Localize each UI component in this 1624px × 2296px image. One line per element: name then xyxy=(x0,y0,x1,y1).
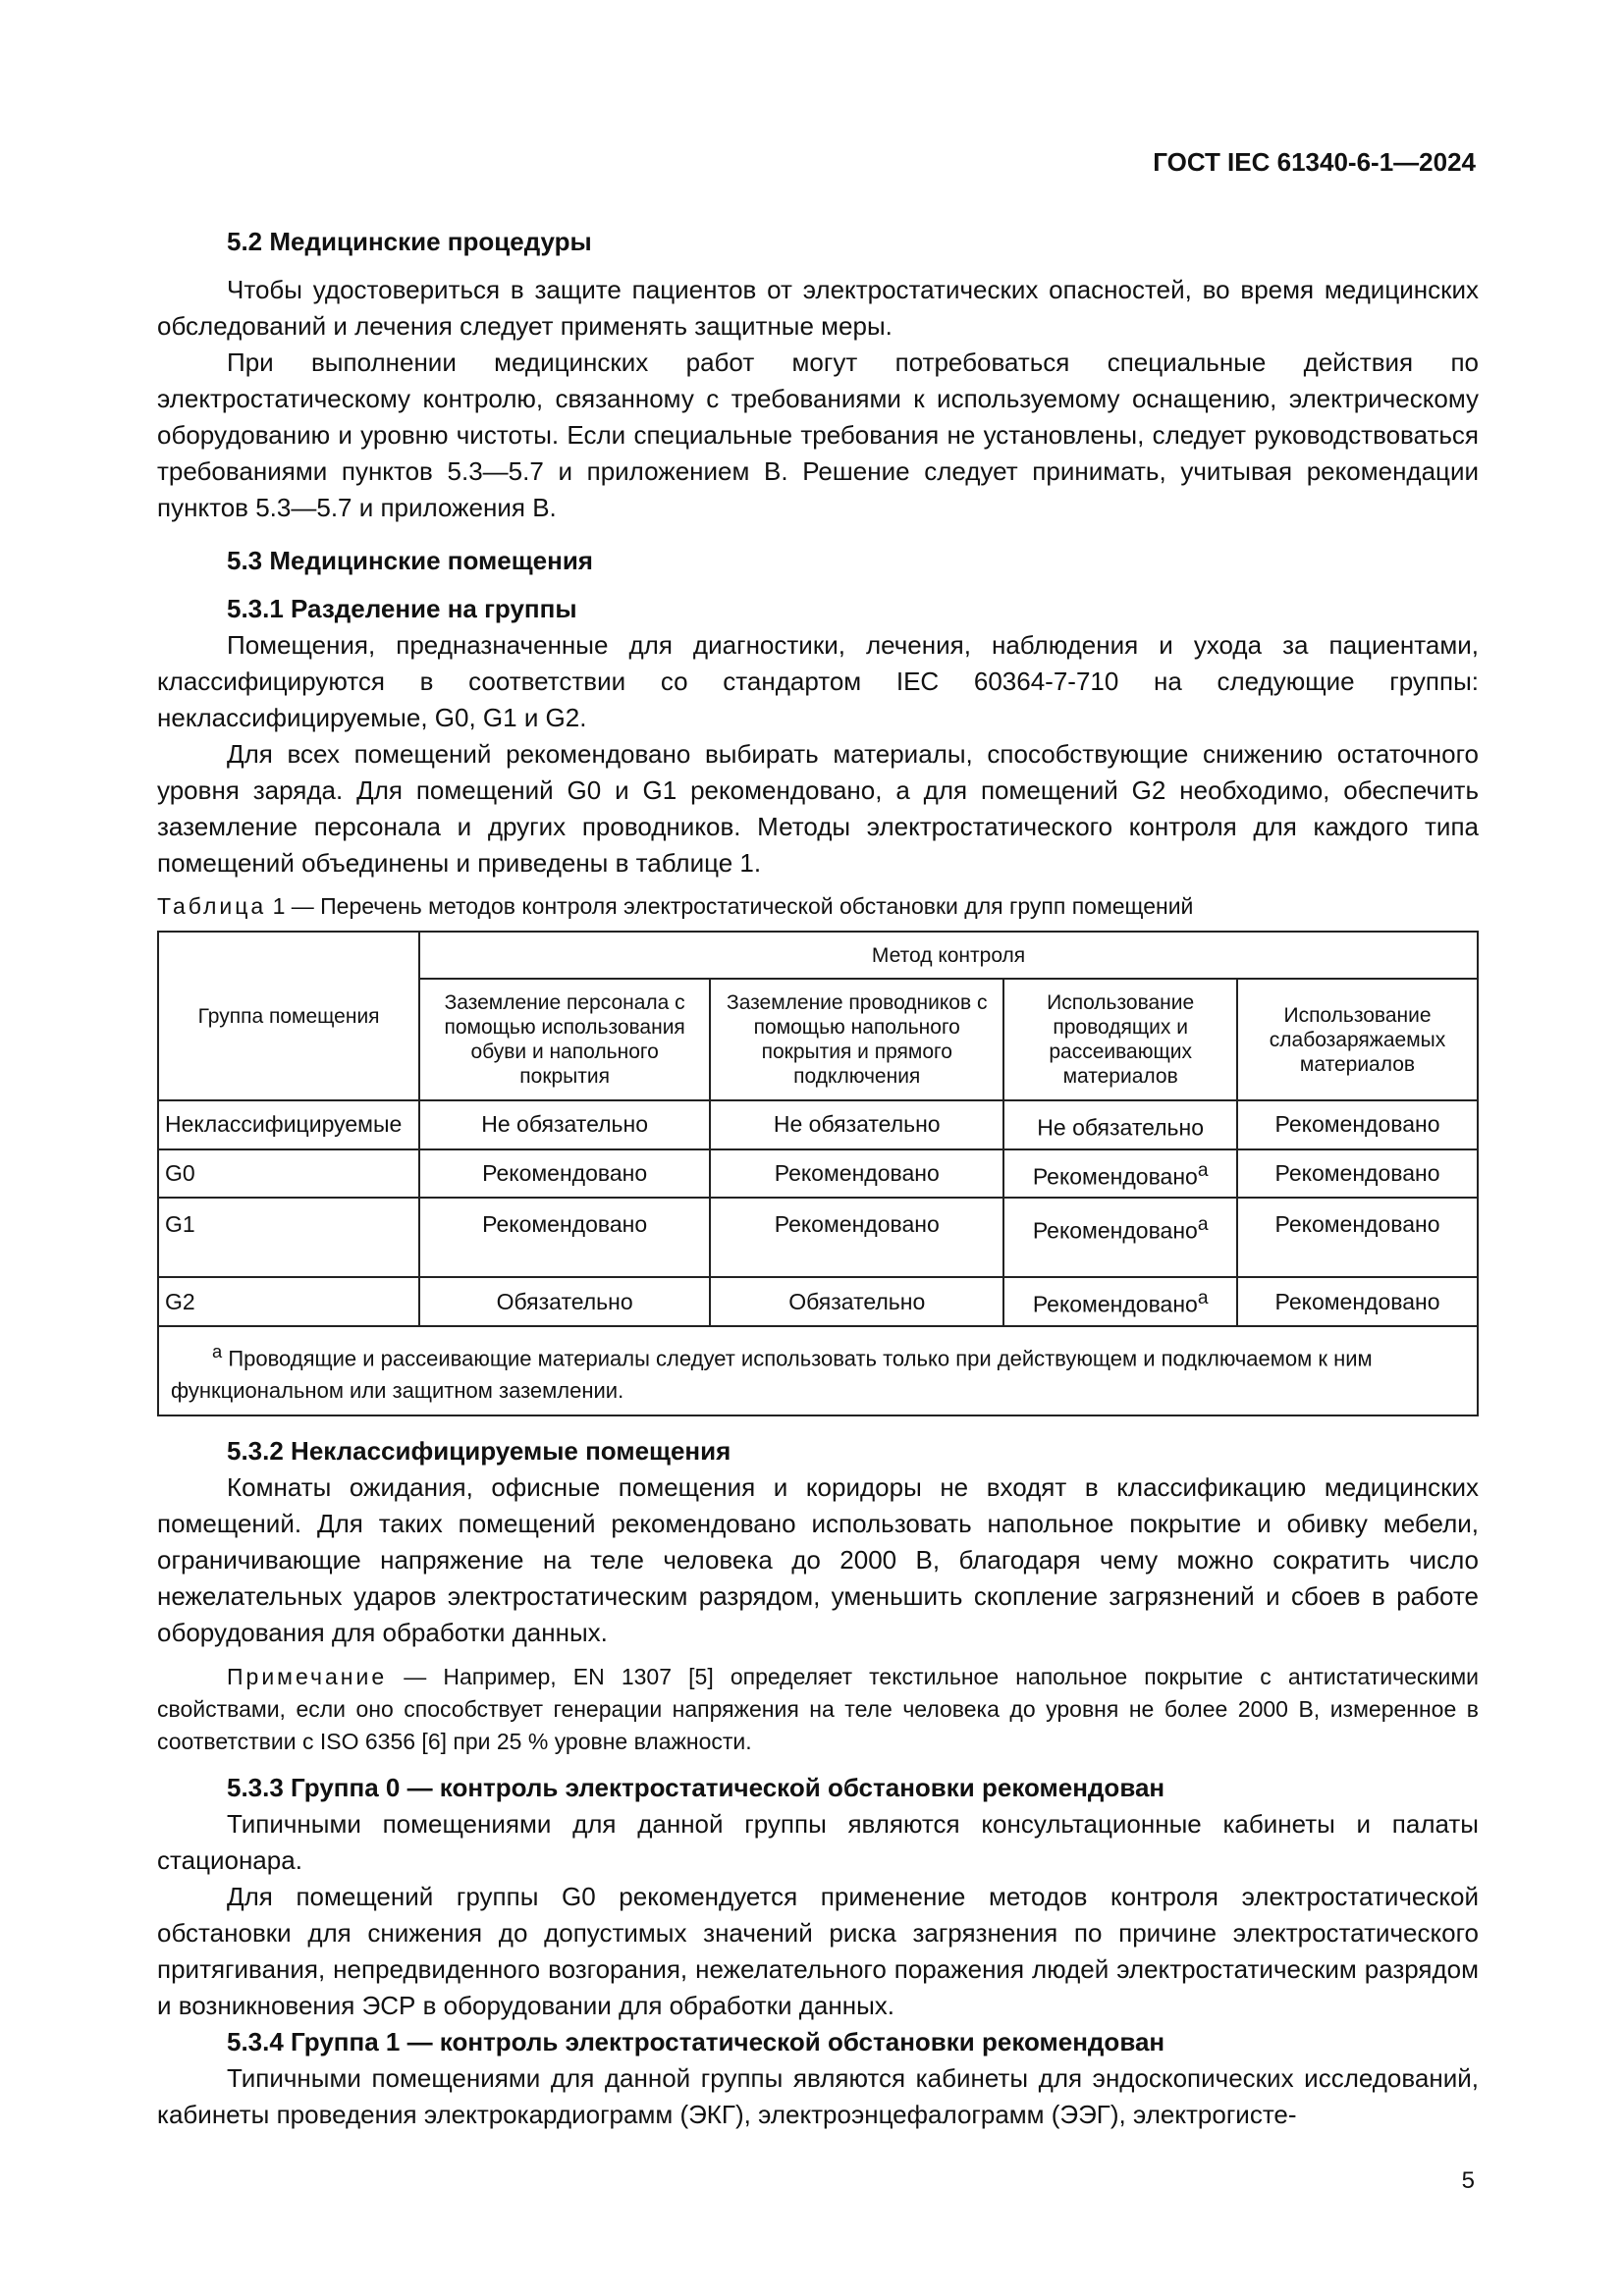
footnote-text: Проводящие и рассеивающие материалы следует использовать только при действующем и подключаемом к ним функциональном или защитном заземлении. xyxy=(171,1346,1373,1404)
table-caption-text: 1 — Перечень методов контроля электростатической обстановки для групп помещений xyxy=(272,893,1194,919)
cell-method-2: Рекомендовано xyxy=(710,1149,1003,1199)
row-group: G1 xyxy=(158,1198,419,1277)
section-5-3-3-heading: 5.3.3 Группа 0 — контроль электростатической обстановки рекомендован xyxy=(227,1773,1165,1803)
control-methods-table xyxy=(157,931,1479,1416)
cell-method-3: Не обязательно xyxy=(1003,1100,1237,1149)
cell-method-1: Рекомендовано xyxy=(419,1149,710,1199)
section-5-3-1-paragraph-1: Помещения, предназначенные для диагностики, лечения, наблюдения и ухода за пациентами, классифицируются в соответствии со стандартом IEC 60364-7-710 на следующие группы: неклассифицируемые, G0, G1 и G2. xyxy=(157,630,1479,732)
section-5-3-3-paragraph-2: Для помещений группы G0 рекомендуется применение методов контроля электростатической обстановки для снижения до допустимых значений риска загрязнения по причине электростатического притягивания, непредвиденного возгорания, нежелательного поражения людей электростатическим разрядом и возникновения ЭСР в оборудовании для обработки данных. xyxy=(157,1882,1479,2021)
cell-method-3: Рекомендовано$^a$ xyxy=(1003,1149,1237,1199)
subcol-header-4: Использование слабозаряжаемых материалов xyxy=(1237,979,1478,1100)
table-footnote-row xyxy=(158,1326,1478,1415)
row-group: Неклассифицируемые xyxy=(158,1100,419,1149)
cell-method-1: Рекомендовано xyxy=(419,1198,710,1277)
subcol-header-3: Использование проводящих и рассеивающих материалов xyxy=(1003,979,1237,1100)
section-5-2-paragraph-2: При выполнении медицинских работ могут потребоваться специальные действия по электростатическому контролю, связанному с требованиями к используемому оснащению, электрическому оборудованию и уровню чистоты. Если специальные требования не установлены, следует руководствоваться требованиями пунктов 5.3—5.7 и приложением В. Решение следует принимать, учитывая рекомендации пунктов 5.3—5.7 и приложения В. xyxy=(157,347,1479,522)
subcol-header-2: Заземление проводников с помощью напольного покрытия и прямого подключения xyxy=(710,979,1003,1100)
table-footnote xyxy=(158,1326,1478,1415)
section-5-3-2-paragraph-1: Комнаты ожидания, офисные помещения и коридоры не входят в классификацию медицинских помещений. Для таких помещений рекомендовано использовать напольное покрытие и обивку мебели, ограничивающие напряжение на теле человека до 2000 В, благодаря чему можно сократить число нежелательных ударов электростатическим разрядом, уменьшить скопление загрязнений и сбоев в работе оборудования для обработки данных. xyxy=(157,1472,1479,1648)
section-5-2-paragraph-1: Чтобы удостовериться в защите пациентов от электростатических опасностей, во время медицинских обследований и лечения следует применять защитные меры. xyxy=(157,275,1479,341)
note-text: — Например, EN 1307 [5] определяет текстильное напольное покрытие с антистатическими свойствами, если оно способствует генерации напряжения на теле человека до уровня не более 2000 В, измеренное в соответствии с ISO 6356 [6] при 25 % уровне влажности. xyxy=(157,1664,1479,1755)
col-header-method: Метод контроля xyxy=(419,932,1478,979)
section-5-3-3-paragraph-1: Типичными помещениями для данной группы являются консультационные кабинеты и палаты стационара. xyxy=(157,1809,1479,1876)
cell-method-2: Не обязательно xyxy=(710,1100,1003,1149)
section-5-3-2-heading: 5.3.2 Неклассифицируемые помещения xyxy=(227,1436,731,1467)
cell-method-2: Рекомендовано xyxy=(710,1198,1003,1277)
table-row xyxy=(158,1277,1478,1326)
table-caption xyxy=(157,891,1479,921)
cell-method-4: Рекомендовано xyxy=(1237,1198,1478,1277)
table-row xyxy=(158,1198,1478,1277)
section-5-3-1-heading: 5.3.1 Разделение на группы xyxy=(227,594,577,623)
cell-method-4: Рекомендовано xyxy=(1237,1100,1478,1149)
row-group: G0 xyxy=(158,1149,419,1199)
subcol-header-1: Заземление персонала с помощью использования обуви и напольного покрытия xyxy=(419,979,710,1100)
table-caption-label: Таблица xyxy=(157,893,267,919)
footnote-mark: a xyxy=(212,1340,223,1362)
page-number: 5 xyxy=(1461,2167,1475,2194)
section-5-3-4-paragraph-1: Типичными помещениями для данной группы являются кабинеты для эндоскопических исследований, кабинеты проведения электрокардиограмм (ЭКГ), электроэнцефалограмм (ЭЭГ), электрогисте- xyxy=(157,2063,1479,2130)
cell-method-1: Не обязательно xyxy=(419,1100,710,1149)
cell-method-2: Обязательно xyxy=(710,1277,1003,1326)
cell-method-4: Рекомендовано xyxy=(1237,1149,1478,1199)
cell-method-1: Обязательно xyxy=(419,1277,710,1326)
table-row xyxy=(158,1149,1478,1199)
row-group: G2 xyxy=(158,1277,419,1326)
section-5-2-heading: 5.2 Медицинские процедуры xyxy=(227,227,592,256)
table-row xyxy=(158,1100,1478,1149)
document-code: ГОСТ IEC 61340-6-1—2024 xyxy=(1153,147,1476,177)
table-header-row xyxy=(158,932,1478,979)
section-5-3-1-paragraph-2: Для всех помещений рекомендовано выбирать материалы, способствующие снижению остаточного уровня заряда. Для помещений G0 и G1 рекомендовано, а для помещений G2 необходимо, обеспечить заземление персонала и других проводников. Методы электростатического контроля для каждого типа помещений объединены и приведены в таблице 1. xyxy=(157,739,1479,878)
section-5-3-heading: 5.3 Медицинские помещения xyxy=(227,546,593,575)
col-header-group: Группа помещения xyxy=(158,932,419,1100)
note-label: Примечание xyxy=(227,1664,388,1690)
cell-method-3: Рекомендовано$^a$ xyxy=(1003,1198,1237,1277)
cell-method-4: Рекомендовано xyxy=(1237,1277,1478,1326)
cell-method-3: Рекомендовано$^a$ xyxy=(1003,1277,1237,1326)
note xyxy=(157,1661,1479,1758)
section-5-3-4-heading: 5.3.4 Группа 1 — контроль электростатической обстановки рекомендован xyxy=(227,2027,1165,2057)
page-content xyxy=(157,224,1479,2133)
